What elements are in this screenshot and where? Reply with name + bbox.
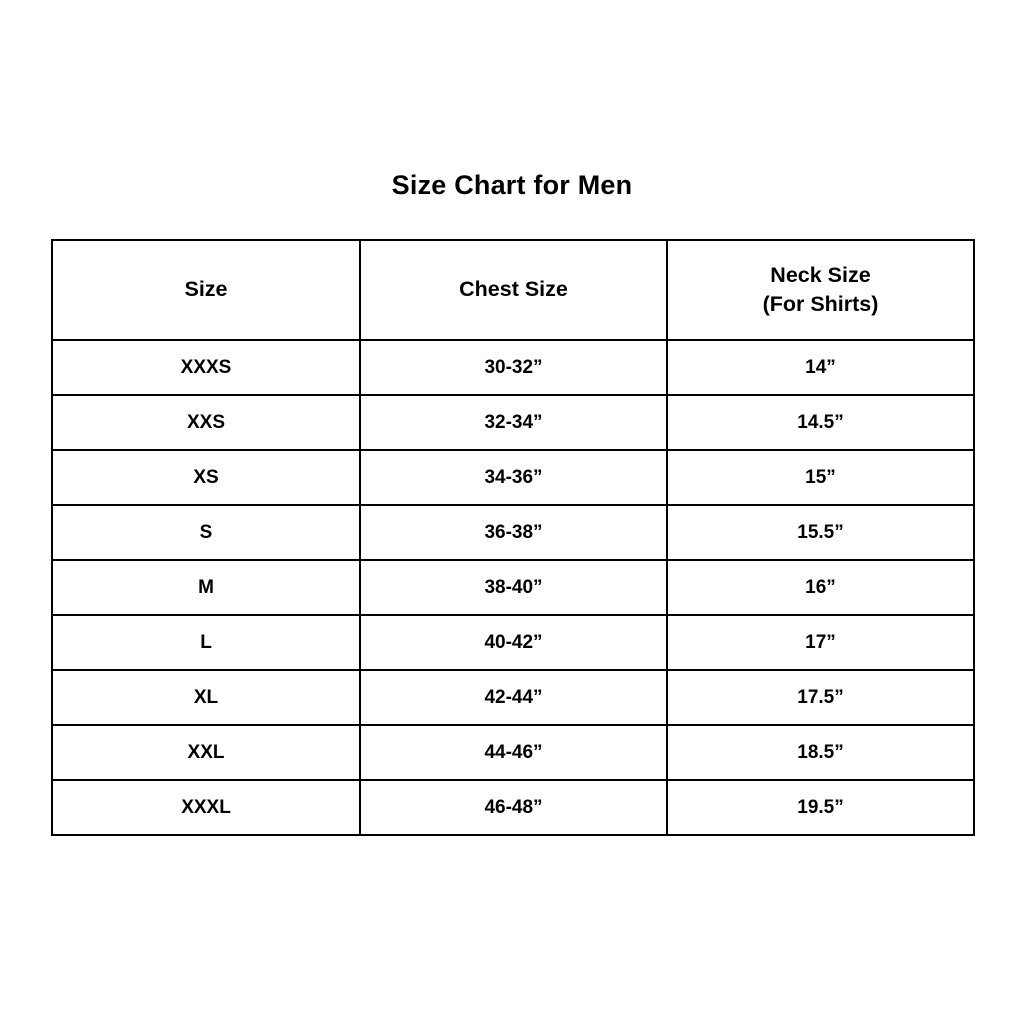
cell-chest: 38-40” (360, 560, 667, 615)
cell-neck: 14.5” (667, 395, 974, 450)
cell-chest: 44-46” (360, 725, 667, 780)
cell-size: L (52, 615, 360, 670)
cell-chest: 36-38” (360, 505, 667, 560)
cell-neck: 17.5” (667, 670, 974, 725)
column-header-neck-size (667, 240, 974, 340)
cell-size: XXS (52, 395, 360, 450)
size-chart-table-wrapper (51, 239, 973, 836)
cell-size: XXL (52, 725, 360, 780)
column-header-neck-size-sublabel: (For Shirts) (762, 292, 879, 316)
page-title: Size Chart for Men (391, 170, 633, 200)
table-header-row (52, 240, 974, 340)
column-header-neck-size-label: Neck Size (770, 262, 871, 287)
column-header-size-label: Size (184, 277, 228, 302)
table-row (52, 780, 974, 835)
table-row (52, 395, 974, 450)
cell-neck: 14” (667, 340, 974, 395)
table-header (52, 240, 974, 340)
cell-neck: 15” (667, 450, 974, 505)
table-row (52, 450, 974, 505)
table-body (52, 340, 974, 835)
cell-neck: 19.5” (667, 780, 974, 835)
cell-size: M (52, 560, 360, 615)
table-row (52, 505, 974, 560)
cell-size: XS (52, 450, 360, 505)
column-header-chest-size (360, 240, 667, 340)
size-chart-table (51, 239, 975, 836)
cell-chest: 46-48” (360, 780, 667, 835)
cell-chest: 40-42” (360, 615, 667, 670)
table-row (52, 560, 974, 615)
table-row (52, 615, 974, 670)
cell-neck: 16” (667, 560, 974, 615)
cell-size: XXXS (52, 340, 360, 395)
cell-chest: 32-34” (360, 395, 667, 450)
table-row (52, 725, 974, 780)
cell-neck: 17” (667, 615, 974, 670)
column-header-chest-size-label: Chest Size (459, 277, 568, 302)
cell-size: XL (52, 670, 360, 725)
table-row (52, 670, 974, 725)
table-row (52, 340, 974, 395)
cell-chest: 34-36” (360, 450, 667, 505)
cell-chest: 30-32” (360, 340, 667, 395)
cell-neck: 15.5” (667, 505, 974, 560)
column-header-size (52, 240, 360, 340)
cell-size: S (52, 505, 360, 560)
cell-neck: 18.5” (667, 725, 974, 780)
cell-size: XXXL (52, 780, 360, 835)
cell-chest: 42-44” (360, 670, 667, 725)
